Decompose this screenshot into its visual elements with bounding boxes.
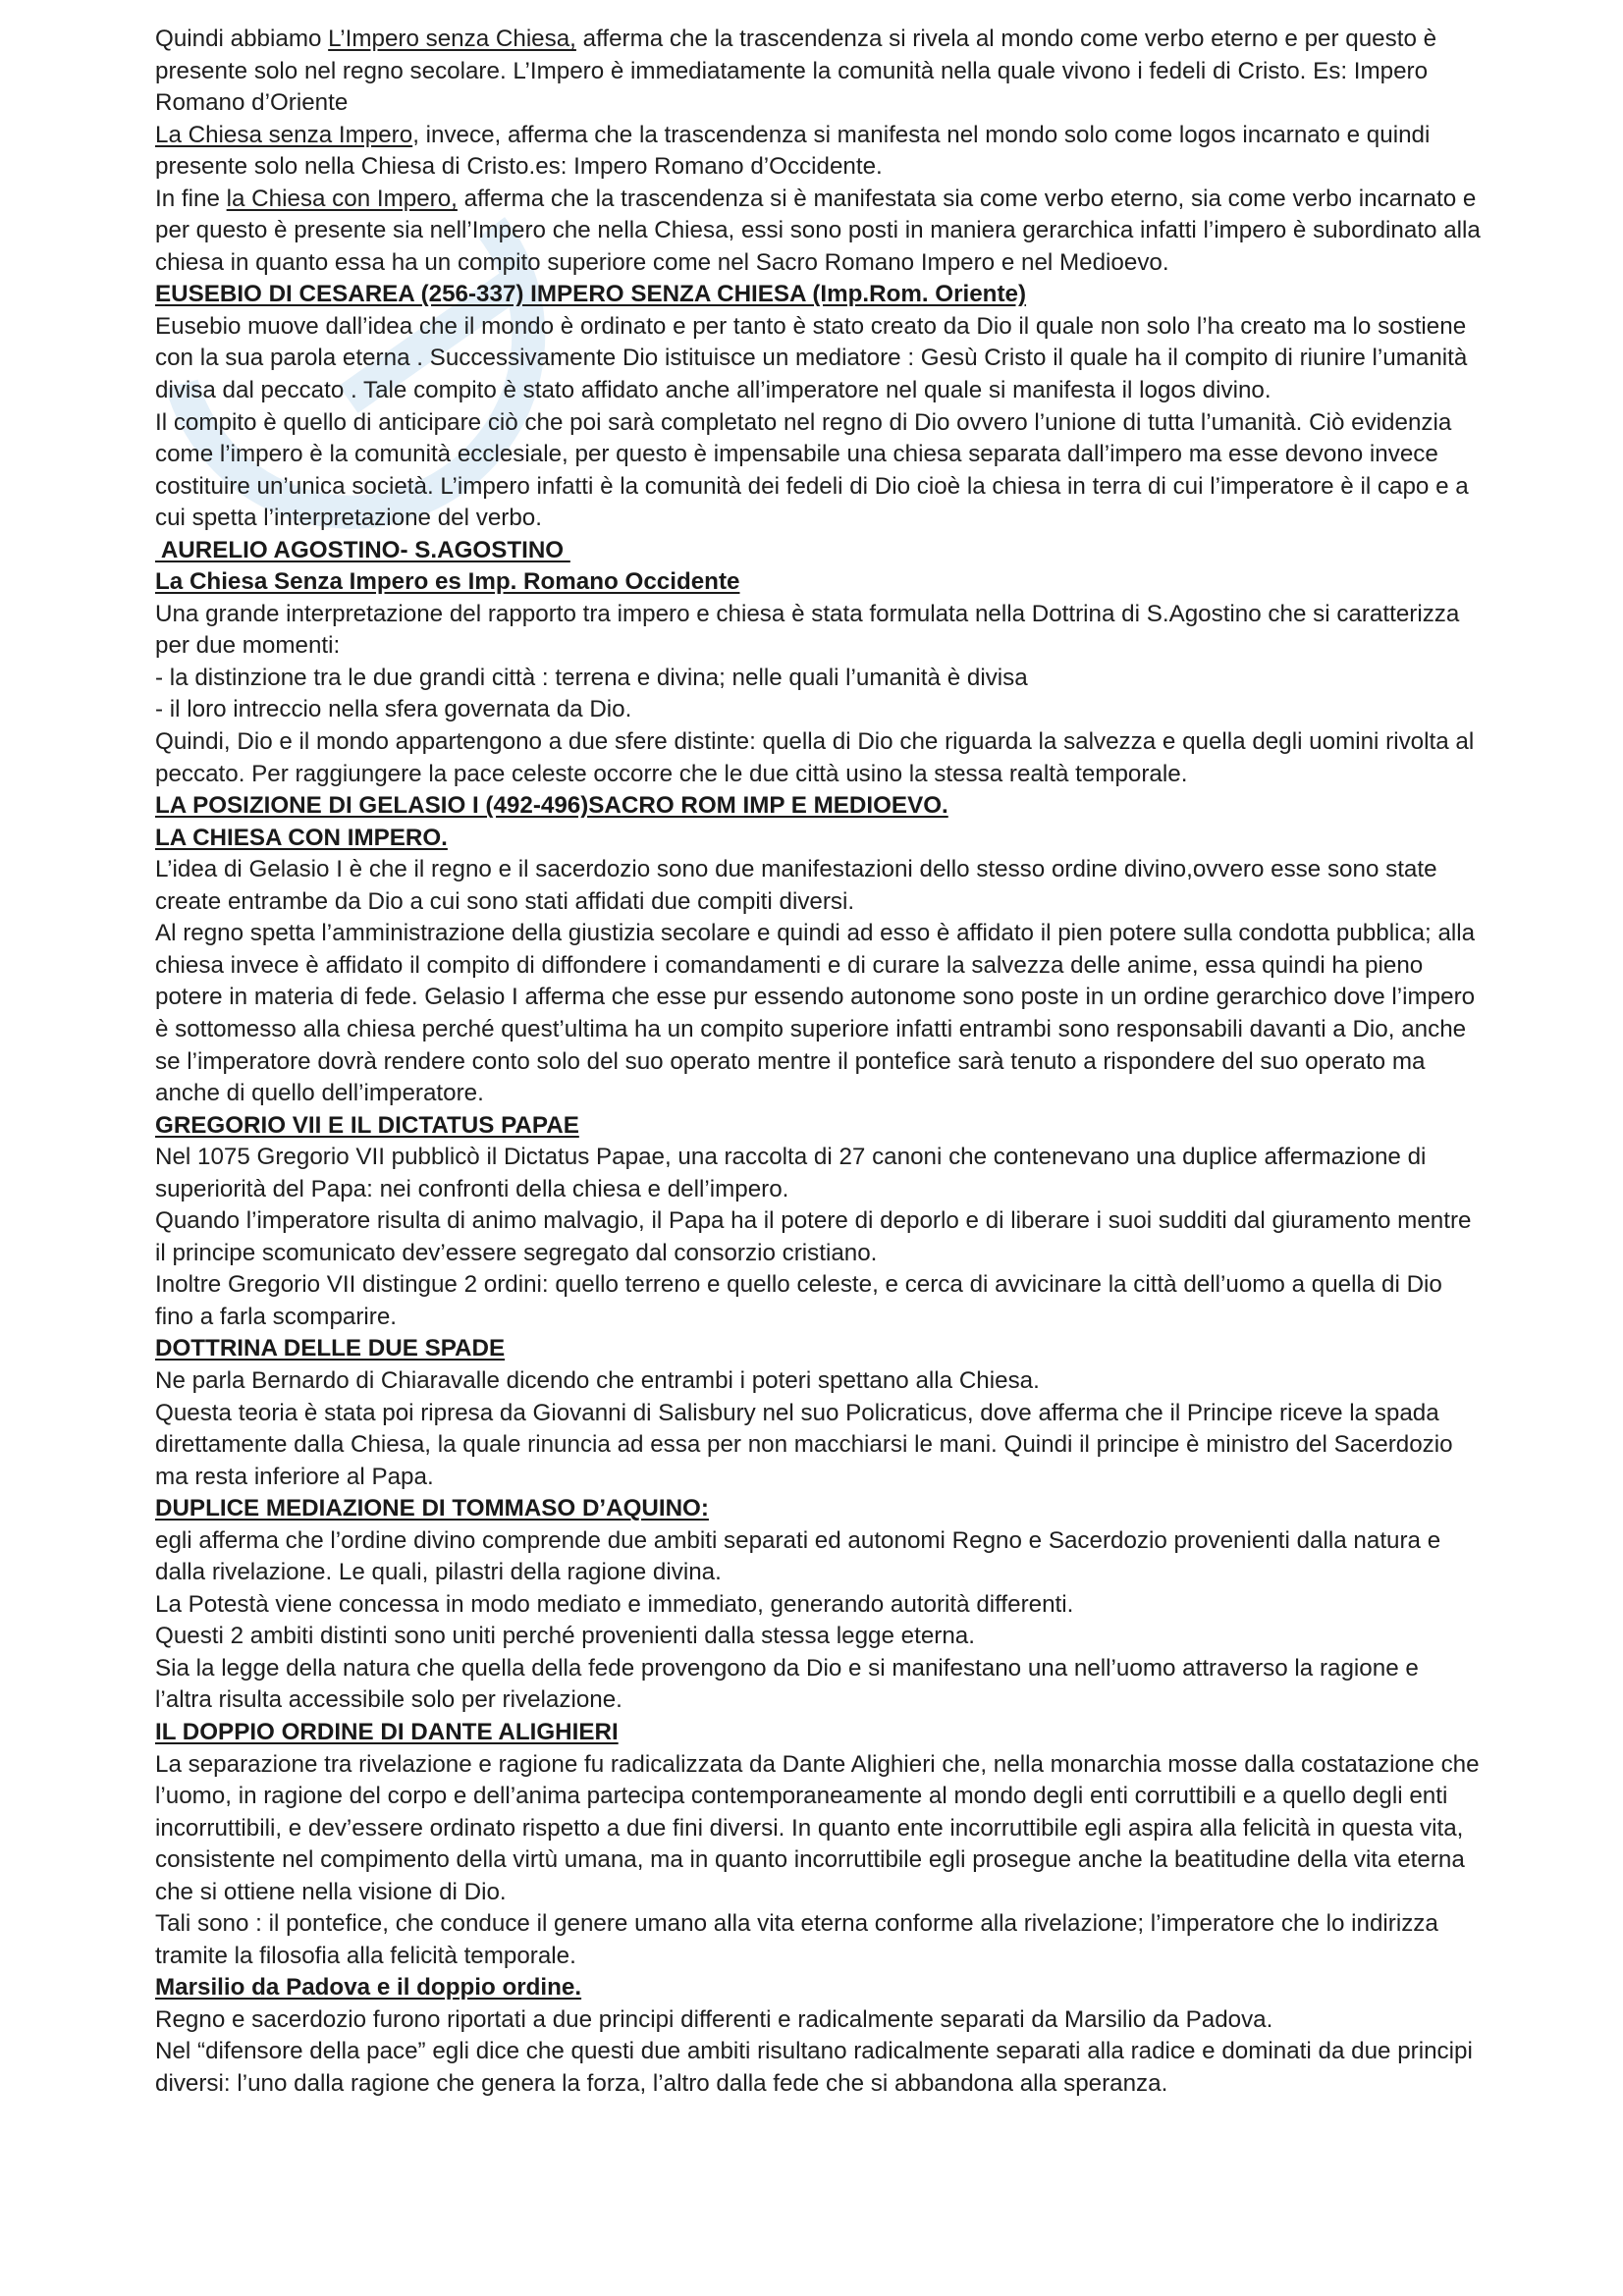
tommaso-paragraph-2: La Potestà viene concessa in modo mediato e immediato, generando autorità differenti.: [155, 1590, 1074, 1618]
eusebio-paragraph-2: Il compito è quello di anticipare ciò che poi sarà completato nel regno di Dio ovvero l’unione di tutta l’umanità. Ciò evidenzia come l’impero è la comunità ecclesiale, per questo è impensabile una chiesa separata dall’impero ma esse devono invece costituire un’unica società. L’impero infatti è la comunità dei fedeli di Dio cioè la chiesa in terra di cui l’imperatore è il capo e a cui spetta l’interpretazione del verbo.: [155, 408, 1469, 532]
intro-term-chiesa-senza-impero: La Chiesa senza Impero: [155, 121, 413, 148]
tommaso-paragraph-3: Questi 2 ambiti distinti sono uniti perché provenienti dalla stessa legge eterna.: [155, 1623, 975, 1650]
agostino-paragraph-1: Una grande interpretazione del rapporto tra impero e chiesa è stata formulata nella Dottrina di S.Agostino che si caratterizza per due momenti:: [155, 600, 1460, 660]
dante-paragraph-1: La separazione tra rivelazione e ragione fu radicalizzata da Dante Alighieri che, nella monarchia mosse dalla costatazione che l’uomo, in ragione del corpo e dell’anima partecipa contemporaneamente al mondo degli enti corruttibili e a quello degli enti incorruttibili, e dev’essere ordinato rispetto a due fini diversi. In quanto ente incorruttibile egli aspira alla felicità in questa vita, consistente nel compimento della virtù umana, ma in quanto incorruttibile egli prosegue anche la beatitudine della vita eterna che si ottiene nella visione di Dio.: [155, 1750, 1480, 1905]
section-heading-eusebio: EUSEBIO DI CESAREA (256-337) IMPERO SENZA CHIESA (Imp.Rom. Oriente): [155, 281, 1027, 308]
marsilio-paragraph-1: Regno e sacerdozio furono riportati a due principi differenti e radicalmente separati da Marsilio da Padova.: [155, 2005, 1273, 2033]
marsilio-paragraph-2: Nel “difensore della pace” egli dice che questi due ambiti risultano radicalmente separati alla radice e dominati da due principi diversi: l’uno dalla ragione che genera la forza, l’altro dalla fede che si abbandona alla speranza.: [155, 2038, 1473, 2097]
intro-term-impero-senza-chiesa: L’Impero senza Chiesa,: [328, 26, 576, 52]
gregorio-paragraph-3: Inoltre Gregorio VII distingue 2 ordini: quello terreno e quello celeste, e cerca di avvicinare la città dell’uomo a quella di Dio fino a farla scomparire.: [155, 1271, 1442, 1330]
agostino-paragraph-2: Quindi, Dio e il mondo appartengono a due sfere distinte: quella di Dio che riguarda la salvezza e quella degli uomini rivolta al peccato. Per raggiungere la pace celeste occorre che le due città usino la stessa realtà temporale.: [155, 728, 1475, 787]
gregorio-paragraph-2: Quando l’imperatore risulta di animo malvagio, il Papa ha il potere di deporlo e di liberare i suoi sudditi dal giuramento mentre il principe scomunicato dev’essere segregato dal consorzio cristiano.: [155, 1207, 1472, 1266]
tommaso-paragraph-1: egli afferma che l’ordine divino comprende due ambiti separati ed autonomi Regno e Sacerdozio provenienti dalla natura e dalla rivelazione. Le quali, pilastri della ragione divina.: [155, 1526, 1441, 1586]
section-heading-marsilio: Marsilio da Padova e il doppio ordine.: [155, 1974, 582, 2002]
gelasio-paragraph-1: L’idea di Gelasio I è che il regno e il sacerdozio sono due manifestazioni dello stesso ordine divino,ovvero esse sono state create entrambe da Dio a cui sono stati affidati due compiti diversi.: [155, 856, 1437, 915]
eusebio-paragraph-1: Eusebio muove dall’idea che il mondo è ordinato e per tanto è stato creato da Dio il quale non solo l’ha creato ma lo sostiene con la sua parola eterna . Successivamente Dio istituisce un mediatore : Gesù Cristo il quale ha il compito di riunire l’umanità divisa dal peccato . Tale compito è stato affidato anche all’imperatore nel quale si manifesta il logos divino.: [155, 312, 1468, 404]
intro-text: afferma che la trascendenza si rivela al mondo come verbo eterno e per questo è presente solo nel regno secolare. L’Impero è immediatamente la comunità nella quale vivono i fedeli di Cristo. Es: Impero Romano d’Oriente: [155, 26, 1437, 117]
section-heading-dante: IL DOPPIO ORDINE DI DANTE ALIGHIERI: [155, 1718, 619, 1745]
section-heading-gregorio: GREGORIO VII E IL DICTATUS PAPAE: [155, 1111, 579, 1139]
intro-text: In fine: [155, 185, 227, 212]
dante-paragraph-2: Tali sono : il pontefice, che conduce il genere umano alla vita eterna conforme alla rivelazione; l’imperatore che lo indirizza tramite la filosofia alla felicità temporale.: [155, 1910, 1438, 1969]
intro-paragraph-3: [155, 184, 1481, 280]
intro-paragraph-2: [155, 120, 1481, 184]
section-heading-gelasio: LA POSIZIONE DI GELASIO I (492-496)SACRO ROM IMP E MEDIOEVO.: [155, 792, 948, 820]
intro-text: , invece, afferma che la trascendenza si manifesta nel mondo solo come logos incarnato e quindi presente solo nella Chiesa di Cristo.es: Impero Romano d’Occidente.: [155, 121, 1431, 181]
agostino-list-item-2: - il loro intreccio nella sfera governata da Dio.: [155, 696, 632, 723]
section-subheading-gelasio: LA CHIESA CON IMPERO.: [155, 824, 448, 851]
intro-paragraph-1: [155, 24, 1481, 120]
intro-text: Quindi abbiamo: [155, 26, 329, 52]
section-subheading-agostino: La Chiesa Senza Impero es Imp. Romano Occidente: [155, 568, 740, 596]
document-page: [155, 24, 1481, 2101]
section-heading-agostino: AURELIO AGOSTINO- S.AGOSTINO: [155, 536, 570, 563]
section-heading-due-spade: DOTTRINA DELLE DUE SPADE: [155, 1335, 506, 1362]
intro-text: afferma che la trascendenza si è manifestata sia come verbo eterno, sia come verbo incarnato e per questo è presente sia nell’Impero che nella Chiesa, essi sono posti in maniera gerarchica infatti l’impero è subordinato alla chiesa in quanto essa ha un compito superiore come nel Sacro Romano Impero e nel Medioevo.: [155, 185, 1481, 276]
spade-paragraph-2: Questa teoria è stata poi ripresa da Giovanni di Salisbury nel suo Policraticus, dove afferma che il Principe riceve la spada direttamente dalla Chiesa, la quale rinuncia ad essa per non macchiarsi le mani. Quindi il principe è ministro del Sacerdozio ma resta inferiore al Papa.: [155, 1399, 1453, 1490]
section-heading-tommaso: DUPLICE MEDIAZIONE DI TOMMASO D’AQUINO:: [155, 1495, 709, 1522]
gelasio-paragraph-2: Al regno spetta l’amministrazione della giustizia secolare e quindi ad esso è affidato il pien potere sulla condotta pubblica; alla chiesa invece è affidato il compito di diffondere i comandamenti e di curare la salvezza delle anime, essa quindi ha pieno potere in materia di fede. Gelasio I afferma che esse pur essendo autonome sono poste in un ordine gerarchico dove l’impero è sottomesso alla chiesa perché quest’ultima ha un compito superiore infatti entrambi sono responsabili davanti a Dio, anche se l’imperatore dovrà rendere conto solo del suo operato mentre il pontefice sarà tenuto a rispondere del suo operato ma anche di quello dell’imperatore.: [155, 920, 1476, 1107]
spade-paragraph-1: Ne parla Bernardo di Chiaravalle dicendo che entrambi i poteri spettano alla Chiesa.: [155, 1366, 1040, 1394]
intro-term-chiesa-con-impero: la Chiesa con Impero,: [226, 185, 458, 212]
gregorio-paragraph-1: Nel 1075 Gregorio VII pubblicò il Dictatus Papae, una raccolta di 27 canoni che contenevano una duplice affermazione di superiorità del Papa: nei confronti della chiesa e dell’impero.: [155, 1144, 1427, 1202]
agostino-list-item-1: - la distinzione tra le due grandi città : terrena e divina; nelle quali l’umanità è divisa: [155, 664, 1028, 691]
tommaso-paragraph-4: Sia la legge della natura che quella della fede provengono da Dio e si manifestano una nell’uomo attraverso la ragione e l’altra risulta accessibile solo per rivelazione.: [155, 1654, 1419, 1714]
